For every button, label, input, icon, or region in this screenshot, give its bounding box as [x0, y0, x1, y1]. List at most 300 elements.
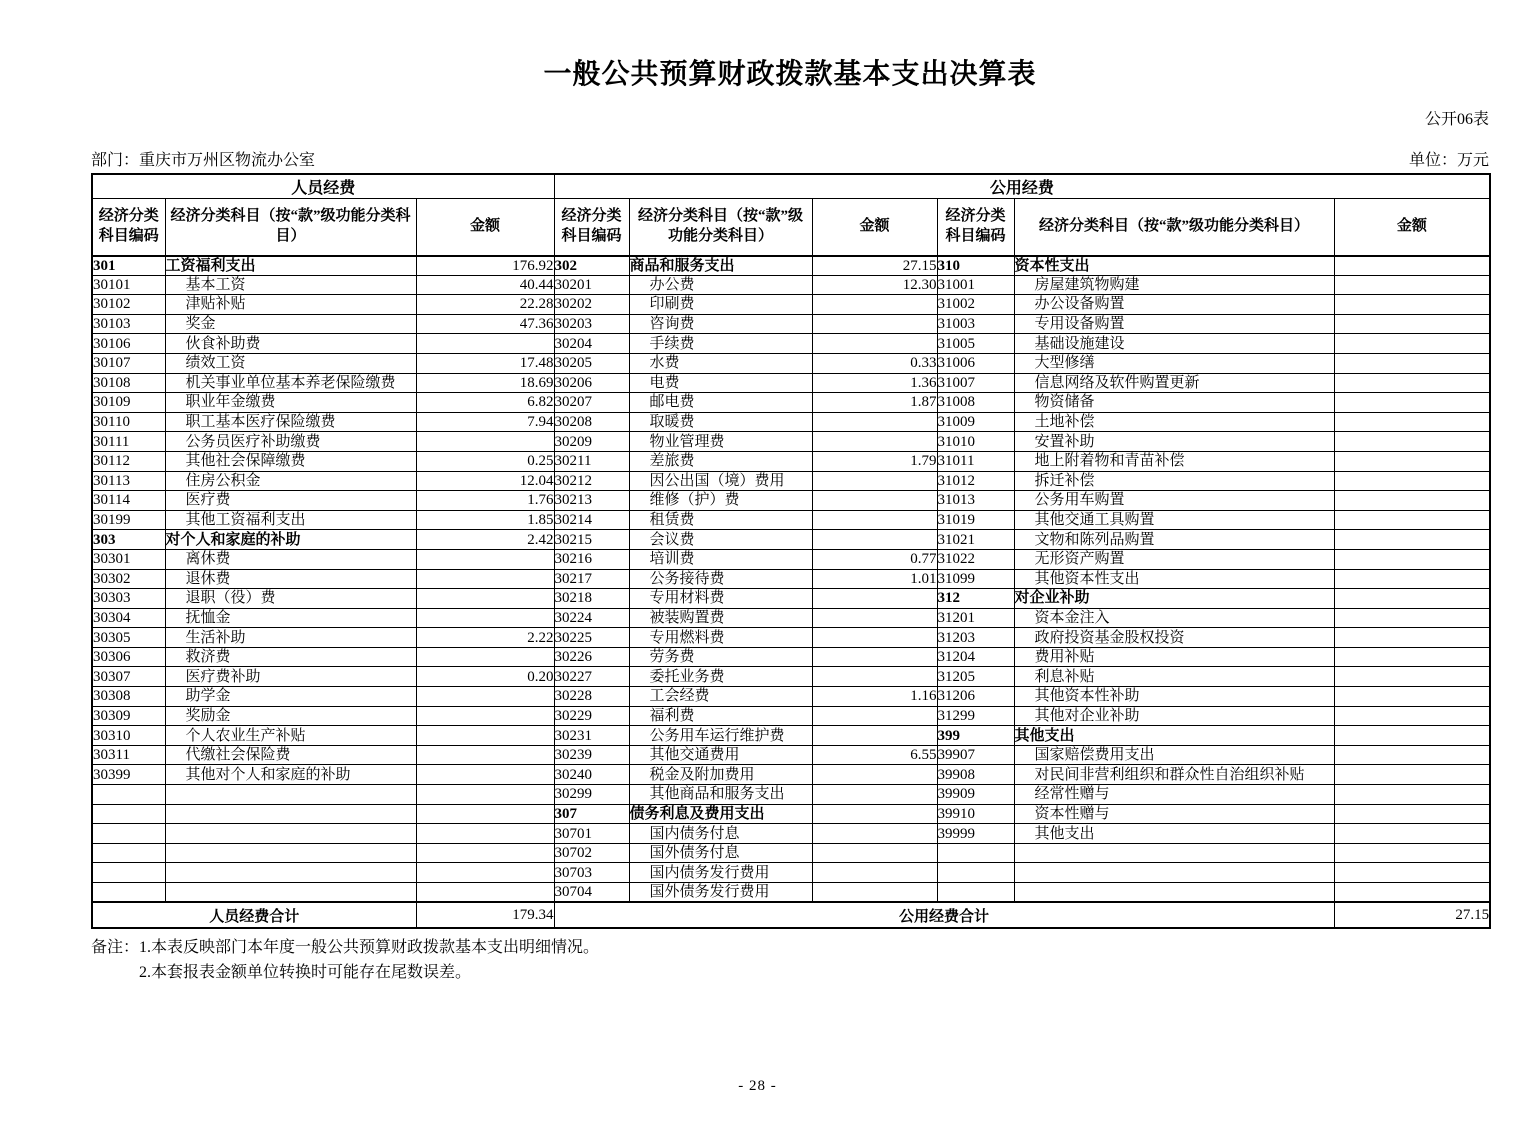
notes-prefix: 备注：	[91, 939, 140, 957]
amount-cell	[812, 824, 937, 844]
subject-cell	[1014, 883, 1334, 903]
table-row	[92, 628, 1490, 648]
code-cell: 31005	[937, 334, 1014, 354]
table-row	[92, 510, 1490, 530]
subject-cell: 国家赔偿费用支出	[1014, 745, 1334, 765]
code-cell: 31002	[937, 295, 1014, 315]
subject-cell: 税金及附加费用	[629, 765, 812, 785]
code-cell: 30206	[554, 373, 629, 393]
amount-cell: 22.28	[416, 295, 554, 315]
meta-row	[91, 147, 1489, 170]
subject-cell: 专用设备购置	[1014, 314, 1334, 334]
amount-cell: 0.25	[416, 451, 554, 471]
code-cell: 31007	[937, 373, 1014, 393]
amount-cell	[1334, 569, 1490, 589]
code-cell: 30208	[554, 412, 629, 432]
table-row	[92, 491, 1490, 511]
column-header-row	[92, 199, 1490, 256]
section-header-row	[92, 174, 1490, 199]
amount-cell: 40.44	[416, 275, 554, 295]
subject-cell: 国外债务发行费用	[629, 883, 812, 903]
amount-cell	[1334, 765, 1490, 785]
amount-cell	[812, 647, 937, 667]
code-cell: 31206	[937, 687, 1014, 707]
amount-cell	[1334, 824, 1490, 844]
code-cell: 30102	[92, 295, 165, 315]
code-cell: 30227	[554, 667, 629, 687]
subject-cell: 助学金	[165, 687, 416, 707]
subject-cell: 其他资本性补助	[1014, 687, 1334, 707]
code-cell: 303	[92, 530, 165, 550]
amount-cell	[1334, 451, 1490, 471]
amount-cell	[1334, 314, 1490, 334]
subject-cell: 其他交通工具购置	[1014, 510, 1334, 530]
amount-cell: 0.33	[812, 353, 937, 373]
code-cell: 30201	[554, 275, 629, 295]
unit-label: 单位：万元	[1408, 152, 1489, 169]
amount-cell: 1.79	[812, 451, 937, 471]
code-cell: 30703	[554, 863, 629, 883]
amount-cell: 2.42	[416, 530, 554, 550]
code-cell: 30304	[92, 608, 165, 628]
subject-cell: 地上附着物和青苗补偿	[1014, 451, 1334, 471]
subject-cell: 资本金注入	[1014, 608, 1334, 628]
table-row	[92, 863, 1490, 883]
amount-cell: 0.20	[416, 667, 554, 687]
amount-cell	[1334, 843, 1490, 863]
amount-cell	[1334, 706, 1490, 726]
amount-cell	[1334, 589, 1490, 609]
subject-cell: 差旅费	[629, 451, 812, 471]
code-cell: 30702	[554, 843, 629, 863]
code-cell: 31205	[937, 667, 1014, 687]
amount-cell	[416, 765, 554, 785]
column-header-code-2: 经济分类科目编码	[554, 199, 629, 256]
table-row	[92, 373, 1490, 393]
code-cell: 31009	[937, 412, 1014, 432]
code-cell: 31019	[937, 510, 1014, 530]
subject-cell: 拆迁补偿	[1014, 471, 1334, 491]
amount-cell	[416, 745, 554, 765]
subject-cell: 机关事业单位基本养老保险缴费	[165, 373, 416, 393]
code-cell: 39999	[937, 824, 1014, 844]
subject-cell: 取暖费	[629, 412, 812, 432]
section-header-public: 公用经费	[554, 174, 1490, 199]
subject-cell: 印刷费	[629, 295, 812, 315]
amount-cell	[1334, 804, 1490, 824]
amount-cell: 12.04	[416, 471, 554, 491]
subject-cell: 其他资本性支出	[1014, 569, 1334, 589]
amount-cell	[812, 530, 937, 550]
code-cell: 30110	[92, 412, 165, 432]
subject-cell: 基础设施建设	[1014, 334, 1334, 354]
department-label: 部门：重庆市万州区物流办公室	[91, 152, 316, 169]
amount-cell	[416, 569, 554, 589]
column-header-code-1: 经济分类科目编码	[92, 199, 165, 256]
table-row	[92, 353, 1490, 373]
code-cell: 30216	[554, 549, 629, 569]
amount-cell	[1334, 353, 1490, 373]
amount-cell	[812, 706, 937, 726]
code-cell: 302	[554, 256, 629, 276]
subject-cell: 奖金	[165, 314, 416, 334]
table-row	[92, 295, 1490, 315]
public-total-label: 公用经费合计	[554, 902, 1334, 928]
code-cell: 30302	[92, 569, 165, 589]
subject-cell: 福利费	[629, 706, 812, 726]
table-row	[92, 569, 1490, 589]
table-row	[92, 785, 1490, 805]
table-body	[92, 256, 1490, 903]
amount-cell: 1.76	[416, 491, 554, 511]
subject-cell: 医疗费补助	[165, 667, 416, 687]
code-cell: 30225	[554, 628, 629, 648]
subject-cell	[165, 804, 416, 824]
code-cell: 39910	[937, 804, 1014, 824]
code-cell: 39909	[937, 785, 1014, 805]
code-cell: 30108	[92, 373, 165, 393]
subject-cell: 水费	[629, 353, 812, 373]
code-cell: 31010	[937, 432, 1014, 452]
amount-cell	[1334, 256, 1490, 276]
code-cell: 30113	[92, 471, 165, 491]
code-cell: 31203	[937, 628, 1014, 648]
subject-cell: 租赁费	[629, 510, 812, 530]
table-row	[92, 589, 1490, 609]
table-row	[92, 687, 1490, 707]
table-row	[92, 432, 1490, 452]
code-cell: 307	[554, 804, 629, 824]
amount-cell	[416, 549, 554, 569]
subject-cell: 商品和服务支出	[629, 256, 812, 276]
table-row	[92, 530, 1490, 550]
subject-cell: 被装购置费	[629, 608, 812, 628]
amount-cell: 27.15	[812, 256, 937, 276]
amount-cell	[416, 804, 554, 824]
code-cell: 30307	[92, 667, 165, 687]
subject-cell: 邮电费	[629, 393, 812, 413]
amount-cell	[1334, 745, 1490, 765]
amount-cell	[812, 765, 937, 785]
subject-cell: 利息补贴	[1014, 667, 1334, 687]
amount-cell	[416, 726, 554, 746]
amount-cell: 1.36	[812, 373, 937, 393]
subject-cell: 医疗费	[165, 491, 416, 511]
subject-cell: 其他工资福利支出	[165, 510, 416, 530]
column-header-subject-2: 经济分类科目（按“款”级功能分类科目）	[629, 199, 812, 256]
amount-cell	[1334, 471, 1490, 491]
code-cell: 30308	[92, 687, 165, 707]
amount-cell	[1334, 412, 1490, 432]
code-cell: 30240	[554, 765, 629, 785]
code-cell: 31011	[937, 451, 1014, 471]
subject-cell: 资本性赠与	[1014, 804, 1334, 824]
table-row	[92, 824, 1490, 844]
table-row	[92, 334, 1490, 354]
code-cell: 30311	[92, 745, 165, 765]
table-row	[92, 256, 1490, 276]
subject-cell: 房屋建筑物购建	[1014, 275, 1334, 295]
code-cell	[92, 863, 165, 883]
page-number: - 28 -	[738, 1078, 777, 1094]
table-row	[92, 726, 1490, 746]
code-cell: 30303	[92, 589, 165, 609]
amount-cell: 47.36	[416, 314, 554, 334]
code-cell: 31099	[937, 569, 1014, 589]
amount-cell	[812, 510, 937, 530]
amount-cell	[416, 863, 554, 883]
amount-cell	[1334, 275, 1490, 295]
code-cell	[937, 843, 1014, 863]
amount-cell	[812, 726, 937, 746]
amount-cell	[1334, 628, 1490, 648]
code-cell: 30229	[554, 706, 629, 726]
amount-cell	[1334, 863, 1490, 883]
code-cell: 30399	[92, 765, 165, 785]
subject-cell: 办公设备购置	[1014, 295, 1334, 315]
table-row	[92, 608, 1490, 628]
table-row	[92, 393, 1490, 413]
amount-cell	[416, 589, 554, 609]
amount-cell	[1334, 373, 1490, 393]
subject-cell: 生活补助	[165, 628, 416, 648]
subject-cell: 伙食补助费	[165, 334, 416, 354]
amount-cell	[416, 647, 554, 667]
code-cell: 399	[937, 726, 1014, 746]
code-cell: 30107	[92, 353, 165, 373]
subject-cell: 国内债务付息	[629, 824, 812, 844]
amount-cell	[1334, 667, 1490, 687]
table-row	[92, 549, 1490, 569]
amount-cell: 6.82	[416, 393, 554, 413]
amount-cell	[416, 883, 554, 903]
section-header-personnel: 人员经费	[92, 174, 554, 199]
code-cell: 30239	[554, 745, 629, 765]
table-row	[92, 667, 1490, 687]
amount-cell	[812, 628, 937, 648]
table-row	[92, 647, 1490, 667]
subject-cell: 其他支出	[1014, 726, 1334, 746]
amount-cell	[812, 432, 937, 452]
subject-cell: 国内债务发行费用	[629, 863, 812, 883]
amount-cell	[1334, 785, 1490, 805]
code-cell: 31204	[937, 647, 1014, 667]
table-row	[92, 883, 1490, 903]
amount-cell	[416, 785, 554, 805]
amount-cell	[812, 491, 937, 511]
amount-cell: 17.48	[416, 353, 554, 373]
amount-cell	[416, 334, 554, 354]
code-cell: 31013	[937, 491, 1014, 511]
column-header-amount-2: 金额	[812, 199, 937, 256]
column-header-amount-1: 金额	[416, 199, 554, 256]
code-cell: 30101	[92, 275, 165, 295]
code-cell: 30701	[554, 824, 629, 844]
code-cell: 30212	[554, 471, 629, 491]
code-cell: 39907	[937, 745, 1014, 765]
table-row	[92, 765, 1490, 785]
code-cell: 30226	[554, 647, 629, 667]
subject-cell: 抚恤金	[165, 608, 416, 628]
subject-cell: 物资储备	[1014, 393, 1334, 413]
code-cell	[92, 883, 165, 903]
subject-cell: 公务用车运行维护费	[629, 726, 812, 746]
subject-cell: 培训费	[629, 549, 812, 569]
code-cell: 39908	[937, 765, 1014, 785]
amount-cell	[812, 843, 937, 863]
subject-cell: 其他交通费用	[629, 745, 812, 765]
table-row	[92, 451, 1490, 471]
code-cell: 30309	[92, 706, 165, 726]
subject-cell: 国外债务付息	[629, 843, 812, 863]
subject-cell: 办公费	[629, 275, 812, 295]
subject-cell: 专用燃料费	[629, 628, 812, 648]
amount-cell: 0.77	[812, 549, 937, 569]
code-cell: 30111	[92, 432, 165, 452]
column-header-subject-3: 经济分类科目（按“款”级功能分类科目）	[1014, 199, 1334, 256]
subject-cell: 无形资产购置	[1014, 549, 1334, 569]
amount-cell	[1334, 491, 1490, 511]
amount-cell	[1334, 647, 1490, 667]
subject-cell: 津贴补贴	[165, 295, 416, 315]
subject-cell: 绩效工资	[165, 353, 416, 373]
amount-cell: 1.16	[812, 687, 937, 707]
amount-cell	[812, 314, 937, 334]
subject-cell: 手续费	[629, 334, 812, 354]
subject-cell: 费用补贴	[1014, 647, 1334, 667]
note-line-2	[91, 960, 1489, 985]
amount-cell: 176.92	[416, 256, 554, 276]
code-cell: 30213	[554, 491, 629, 511]
code-cell: 31299	[937, 706, 1014, 726]
subject-cell: 其他商品和服务支出	[629, 785, 812, 805]
table-row	[92, 314, 1490, 334]
subject-cell: 职工基本医疗保险缴费	[165, 412, 416, 432]
amount-cell	[1334, 393, 1490, 413]
code-cell: 30305	[92, 628, 165, 648]
note-line-1	[91, 935, 1489, 960]
amount-cell	[1334, 726, 1490, 746]
table-row	[92, 804, 1490, 824]
code-cell: 30109	[92, 393, 165, 413]
code-cell: 30217	[554, 569, 629, 589]
amount-cell	[812, 883, 937, 903]
subject-cell: 其他支出	[1014, 824, 1334, 844]
form-label: 公开06表	[1424, 111, 1489, 128]
subject-cell: 退休费	[165, 569, 416, 589]
notes	[91, 935, 1489, 985]
amount-cell: 12.30	[812, 275, 937, 295]
subject-cell: 专用材料费	[629, 589, 812, 609]
page-title: 一般公共预算财政拨款基本支出决算表	[543, 59, 1037, 90]
code-cell: 31006	[937, 353, 1014, 373]
table-row	[92, 471, 1490, 491]
subject-cell: 因公出国（境）费用	[629, 471, 812, 491]
subject-cell: 公务用车购置	[1014, 491, 1334, 511]
code-cell: 31021	[937, 530, 1014, 550]
code-cell: 30306	[92, 647, 165, 667]
amount-cell	[812, 334, 937, 354]
code-cell: 31001	[937, 275, 1014, 295]
amount-cell	[416, 608, 554, 628]
subject-cell: 物业管理费	[629, 432, 812, 452]
amount-cell	[1334, 608, 1490, 628]
code-cell	[937, 883, 1014, 903]
subject-cell: 对民间非营利组织和群众性自治组织补贴	[1014, 765, 1334, 785]
amount-cell	[812, 667, 937, 687]
amount-cell	[1334, 510, 1490, 530]
personnel-total-value: 179.34	[416, 902, 554, 928]
code-cell	[92, 824, 165, 844]
amount-cell	[812, 863, 937, 883]
subject-cell: 住房公积金	[165, 471, 416, 491]
amount-cell	[1334, 687, 1490, 707]
subject-cell: 工会经费	[629, 687, 812, 707]
amount-cell	[812, 804, 937, 824]
note-item-2: 2.本套报表金额单位转换时可能存在尾数误差。	[139, 964, 472, 982]
amount-cell	[812, 295, 937, 315]
column-header-code-3: 经济分类科目编码	[937, 199, 1014, 256]
subject-cell: 委托业务费	[629, 667, 812, 687]
code-cell: 30209	[554, 432, 629, 452]
subject-cell: 安置补助	[1014, 432, 1334, 452]
subject-cell: 信息网络及软件购置更新	[1014, 373, 1334, 393]
subject-cell	[165, 785, 416, 805]
code-cell: 31008	[937, 393, 1014, 413]
code-cell: 30299	[554, 785, 629, 805]
code-cell: 301	[92, 256, 165, 276]
code-cell: 30211	[554, 451, 629, 471]
code-cell: 30218	[554, 589, 629, 609]
subject-cell: 大型修缮	[1014, 353, 1334, 373]
subject-cell: 土地补偿	[1014, 412, 1334, 432]
amount-cell	[1334, 432, 1490, 452]
code-cell	[92, 785, 165, 805]
code-cell: 30103	[92, 314, 165, 334]
code-cell: 30214	[554, 510, 629, 530]
subject-cell	[1014, 843, 1334, 863]
subject-cell	[165, 863, 416, 883]
totals-row	[92, 902, 1490, 928]
subject-cell	[1014, 863, 1334, 883]
code-cell: 310	[937, 256, 1014, 276]
code-cell: 30224	[554, 608, 629, 628]
amount-cell	[1334, 530, 1490, 550]
amount-cell: 1.87	[812, 393, 937, 413]
amount-cell	[1334, 295, 1490, 315]
code-cell: 30301	[92, 549, 165, 569]
subject-cell: 经常性赠与	[1014, 785, 1334, 805]
public-total-value: 27.15	[1334, 902, 1490, 928]
amount-cell	[416, 432, 554, 452]
amount-cell: 2.22	[416, 628, 554, 648]
subject-cell: 离休费	[165, 549, 416, 569]
subject-cell	[165, 883, 416, 903]
subject-cell: 基本工资	[165, 275, 416, 295]
code-cell: 30231	[554, 726, 629, 746]
amount-cell	[812, 471, 937, 491]
table-row	[92, 275, 1490, 295]
code-cell: 30112	[92, 451, 165, 471]
subject-cell: 电费	[629, 373, 812, 393]
code-cell: 30215	[554, 530, 629, 550]
table-row	[92, 843, 1490, 863]
subject-cell: 其他对个人和家庭的补助	[165, 765, 416, 785]
amount-cell	[416, 843, 554, 863]
subject-cell: 其他社会保障缴费	[165, 451, 416, 471]
code-cell: 30203	[554, 314, 629, 334]
subject-cell: 对个人和家庭的补助	[165, 530, 416, 550]
